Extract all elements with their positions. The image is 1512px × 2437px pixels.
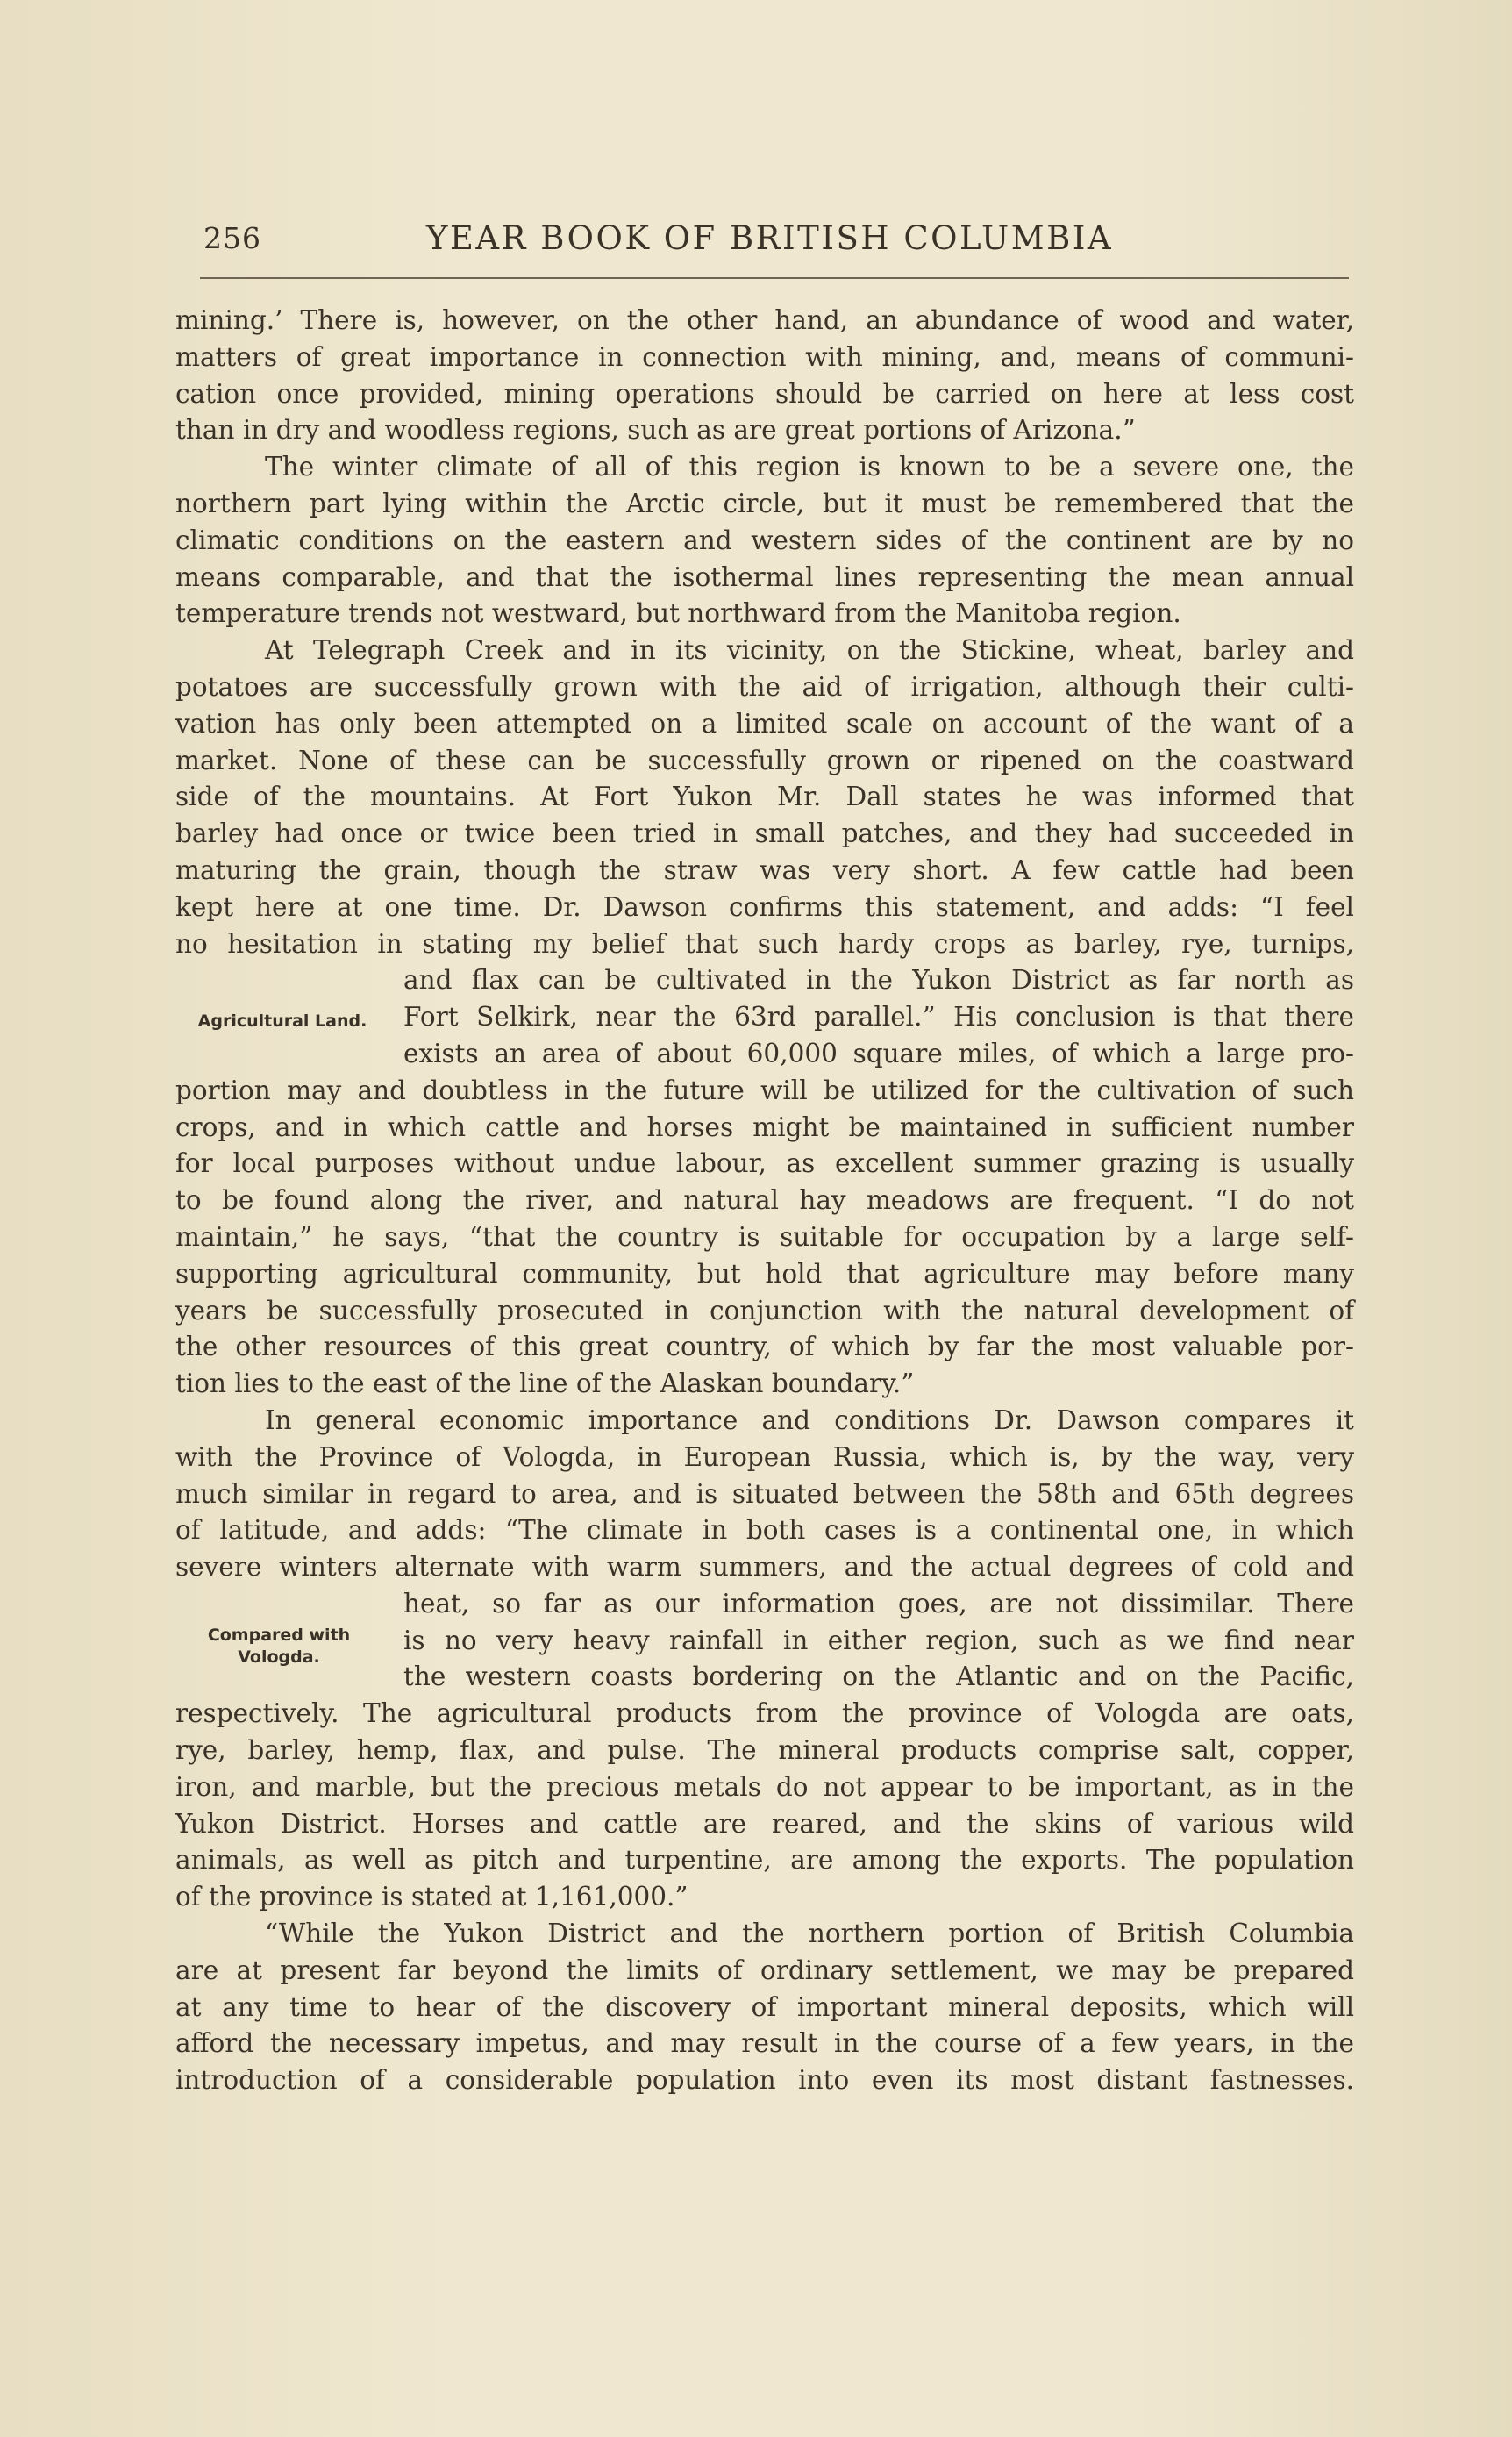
- text-line: At Telegraph Creek and in its vicinity, on the Stickine, wheat, barley and: [265, 635, 1354, 666]
- text-line: crops, and in which cattle and horses might be maintained in sufficient number: [175, 1111, 1354, 1142]
- text-line: afford the necessary impetus, and may result in the course of a few years, in the: [175, 2028, 1354, 2059]
- text-line: for local purposes without undue labour, as excellent summer grazing is usually: [175, 1148, 1354, 1179]
- text-line: maturing the grain, though the straw was very short. A few cattle had been: [175, 854, 1354, 885]
- text-line: is no very heavy rainfall in either region, such as we find near: [403, 1625, 1354, 1655]
- header-rule: [200, 277, 1349, 279]
- text-line: supporting agricultural community, but hold that agriculture may before many: [175, 1258, 1354, 1289]
- text-line: potatoes are successfully grown with the aid of irrigation, although their culti-: [175, 671, 1354, 702]
- text-line: rye, barley, hemp, flax, and pulse. The mineral products comprise salt, copper,: [175, 1735, 1354, 1766]
- text-line: mining.’ There is, however, on the other hand, an abundance of wood and water,: [175, 305, 1354, 335]
- text-line: with the Province of Vologda, in European Russia, which is, by the way, very: [175, 1441, 1354, 1472]
- text-line: animals, as well as pitch and turpentine, are among the exports. The population: [175, 1845, 1354, 1876]
- text-line: barley had once or twice been tried in small patches, and they had succeeded in: [175, 818, 1354, 849]
- text-line: to be found along the river, and natural hay meadows are frequent. “I do not: [175, 1185, 1354, 1216]
- text-line: severe winters alternate with warm summers, and the actual degrees of cold and: [175, 1552, 1354, 1583]
- text-line: introduction of a considerable population into even its most distant fastnesses.: [175, 2065, 1354, 2096]
- text-line: and flax can be cultivated in the Yukon District as far north as: [403, 965, 1354, 996]
- text-line: heat, so far as our information goes, are not dissimilar. There: [403, 1588, 1354, 1619]
- text-line: than in dry and woodless regions, such as are great portions of Arizona.”: [175, 415, 1136, 446]
- text-line: at any time to hear of the discovery of important mineral deposits, which will: [175, 1991, 1354, 2022]
- body-text: [175, 303, 1354, 2099]
- text-line: kept here at one time. Dr. Dawson confirms this statement, and adds: “I feel: [175, 891, 1354, 922]
- text-line: Yukon District. Horses and cattle are reared, and the skins of various wild: [175, 1808, 1354, 1839]
- text-line: of the province is stated at 1,161,000.”: [175, 1882, 688, 1912]
- text-line: of latitude, and adds: “The climate in both cases is a continental one, in which: [175, 1515, 1354, 1546]
- text-line: temperature trends not westward, but northward from the Manitoba region.: [175, 598, 1181, 629]
- text-line: Fort Selkirk, near the 63rd parallel.” His conclusion is that there: [403, 1002, 1354, 1033]
- text-line: exists an area of about 60,000 square miles, of which a large pro-: [403, 1038, 1354, 1068]
- page-header: [203, 219, 1344, 272]
- text-line: “While the Yukon District and the northern portion of British Columbia: [265, 1919, 1354, 1949]
- text-line: portion may and doubtless in the future will be utilized for the cultivation of such: [175, 1075, 1354, 1105]
- text-line: cation once provided, mining operations should be carried on here at less cost: [175, 378, 1354, 409]
- text-line: maintain,” he says, “that the country is suitable for occupation by a large self-: [175, 1221, 1354, 1252]
- text-line: matters of great importance in connection with mining, and, means of communi-: [175, 341, 1354, 372]
- margin-note-compared-with-vologda: Compared with Vologda.: [207, 1626, 351, 1667]
- text-line: market. None of these can be successfully grown or ripened on the coastward: [175, 745, 1354, 775]
- text-line: are at present far beyond the limits of ordinary settlement, we may be prepared: [175, 1955, 1354, 1985]
- text-line: In general economic importance and conditions Dr. Dawson compares it: [265, 1404, 1354, 1435]
- text-line: tion lies to the east of the line of the Alaskan boundary.”: [175, 1369, 915, 1399]
- text-line: climatic conditions on the eastern and western sides of the continent are by no: [175, 525, 1354, 555]
- text-line: the other resources of this great country, of which by far the most valuable por-: [175, 1332, 1354, 1362]
- text-line: northern part lying within the Arctic circle, but it must be remembered that the: [175, 488, 1354, 518]
- text-line: years be successfully prosecuted in conjunction with the natural development of: [175, 1295, 1354, 1326]
- text-line: much similar in regard to area, and is situated between the 58th and 65th degrees: [175, 1478, 1354, 1509]
- text-line: iron, and marble, but the precious metals do not appear to be important, as in the: [175, 1771, 1354, 1802]
- text-line: The winter climate of all of this region is known to be a severe one, the: [265, 452, 1354, 482]
- text-line: the western coasts bordering on the Atlantic and on the Pacific,: [403, 1662, 1354, 1692]
- text-line: no hesitation in stating my belief that such hardy crops as barley, rye, turnips,: [175, 928, 1354, 959]
- margin-note-agricultural-land: Agricultural Land.: [197, 1011, 367, 1031]
- running-title: YEAR BOOK OF BRITISH COLUMBIA: [426, 219, 1114, 257]
- text-line: vation has only been attempted on a limited scale on account of the want of a: [175, 708, 1354, 739]
- text-line: means comparable, and that the isothermal lines representing the mean annual: [175, 561, 1354, 592]
- text-line: side of the mountains. At Fort Yukon Mr. Dall states he was informed that: [175, 782, 1354, 812]
- text-line: respectively. The agricultural products from the province of Vologda are oats,: [175, 1698, 1354, 1729]
- page-number: 256: [203, 221, 261, 255]
